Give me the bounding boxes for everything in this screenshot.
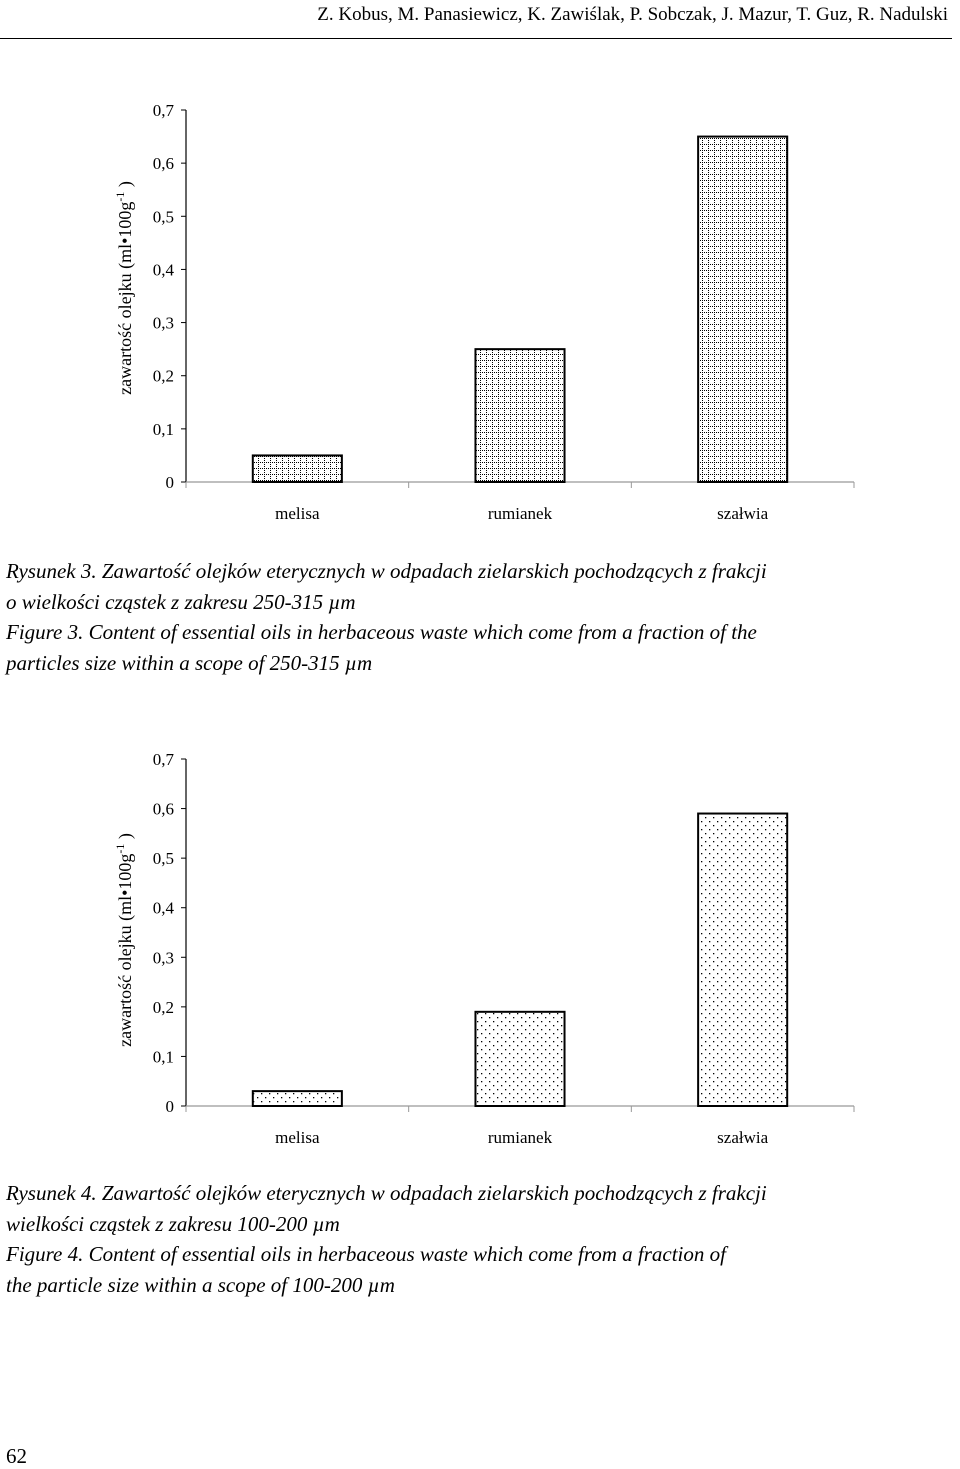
page-number: 62 — [6, 1444, 27, 1468]
y-tick-label: 0,4 — [152, 898, 174, 918]
figure-3-caption-pl-line1: Rysunek 3. Zawartość olejków eterycznych w odpadach zielarskich pochodzących z frakcji — [6, 559, 767, 583]
y-tick-label: 0,6 — [152, 154, 174, 174]
figure-4-caption-pl-line1: Rysunek 4. Zawartość olejków eterycznych w odpadach zielarskich pochodzących z frakcji — [6, 1181, 767, 1205]
figure-4-caption — [6, 1178, 950, 1300]
y-tick-label: 0,6 — [152, 799, 174, 819]
figure-4-caption-pl-line2: wielkości cząstek z zakresu 100-200 µm — [6, 1211, 340, 1236]
y-tick-label: 0,5 — [152, 849, 174, 869]
y-tick-label: 0 — [165, 1097, 174, 1116]
figure-4-caption-en-line2: the particle size within a scope of 100-200 µm — [6, 1272, 395, 1297]
x-category-label: rumianek — [487, 1128, 553, 1147]
bar-szałwia — [698, 814, 787, 1106]
y-tick-label: 0,1 — [152, 1047, 174, 1067]
y-tick-label: 0 — [165, 473, 174, 492]
x-category-label: szałwia — [717, 1128, 769, 1147]
y-tick-label: 0,4 — [152, 260, 174, 280]
x-category-label: rumianek — [487, 504, 553, 523]
y-tick-label: 0,7 — [152, 750, 174, 769]
y-axis-label: zawartość olejku ($ml•100g^{-1}$ ) — [113, 833, 135, 1047]
y-tick-label: 0,2 — [152, 997, 174, 1017]
y-axis-label: zawartość olejku ($ml•100g^{-1}$ ) — [113, 181, 135, 395]
x-category-label: szałwia — [717, 504, 769, 523]
y-tick-label: 0,7 — [152, 101, 174, 120]
bar-melisa — [253, 1091, 342, 1106]
y-tick-label: 0,3 — [152, 313, 174, 333]
figure-4-caption-en-line1: Figure 4. Content of essential oils in herbaceous waste which come from a fraction of — [6, 1242, 726, 1266]
y-tick-label: 0,3 — [152, 948, 174, 968]
y-tick-label: 0,5 — [152, 207, 174, 227]
running-header: Z. Kobus, M. Panasiewicz, K. Zawiślak, P. Sobczak, J. Mazur, T. Guz, R. Nadulski — [317, 4, 948, 25]
y-tick-label: 0,1 — [152, 419, 174, 439]
x-category-label: melisa — [275, 1128, 320, 1147]
y-tick-label: 0,2 — [152, 366, 174, 386]
bar-rumianek — [475, 1012, 564, 1106]
figure-3-caption-en-line1: Figure 3. Content of essential oils in herbaceous waste which come from a fraction of the — [6, 620, 757, 644]
x-category-label: melisa — [275, 504, 320, 523]
figure-3-caption-pl-line2: o wielkości cząstek z zakresu 250-315 µm — [6, 589, 356, 614]
figure-3-caption-en-line2: particles size within a scope of 250-315 µm — [6, 650, 373, 675]
